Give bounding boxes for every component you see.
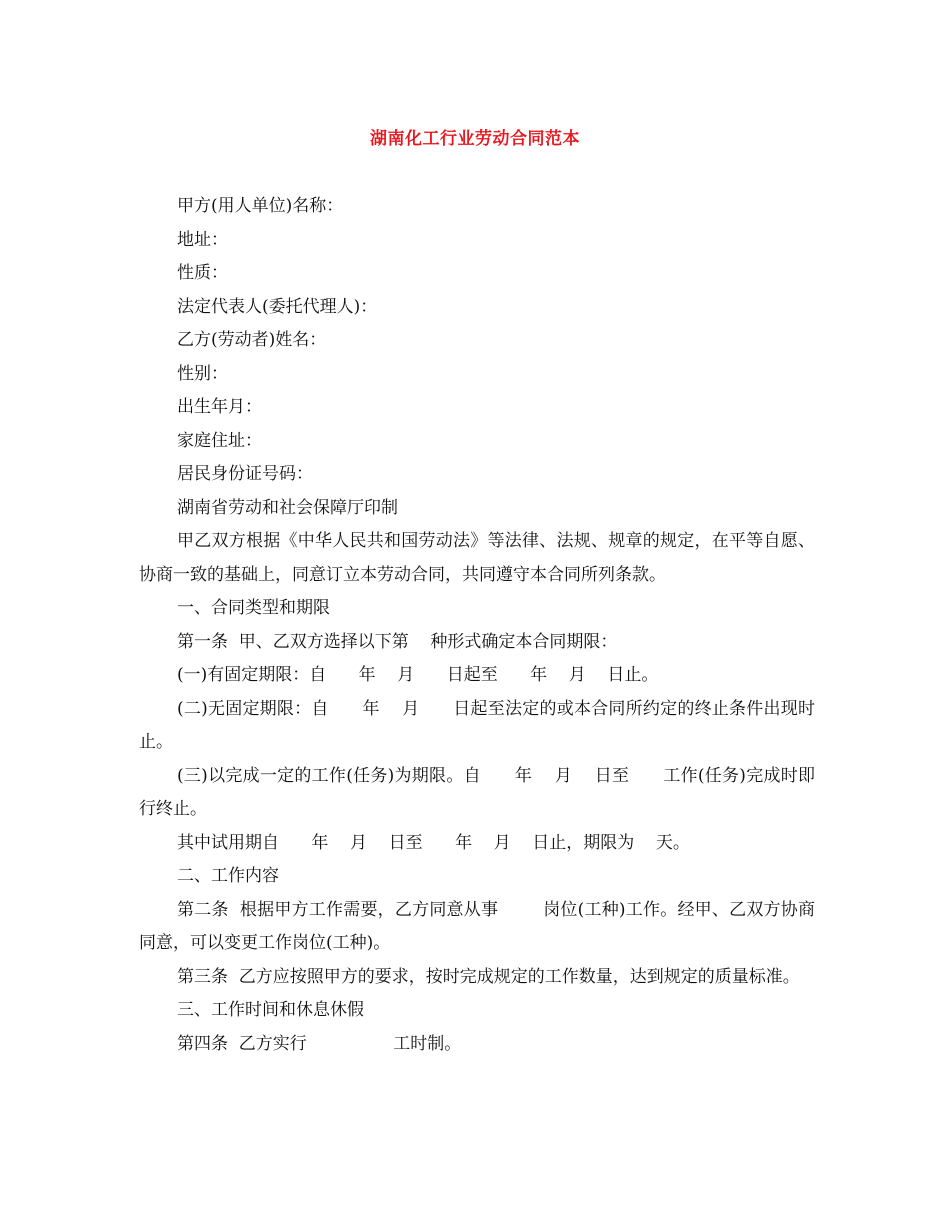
section-heading-2: 二、工作内容	[177, 866, 279, 886]
field-employee-name: 乙方(劳动者)姓名：	[177, 330, 327, 350]
field-address: 地址：	[177, 229, 228, 250]
intro-paragraph: 甲乙双方根据《中华人民共和国劳动法》等法律、法规、规章的规定，在平等自愿、协商一致的基础上，同意订立本劳动合同，共同遵守本合同所列条款。	[139, 531, 815, 585]
field-id-number: 居民身份证号码：	[177, 464, 313, 484]
document-title: 湖南化工行业劳动合同范本	[370, 129, 580, 149]
field-employer-name: 甲方(用人单位)名称：	[177, 196, 344, 216]
article-2: 第二条 根据甲方工作需要，乙方同意从事 岗位(工种)工作。经甲、乙双方协商同意，可以变更工作岗位(工种)。	[139, 899, 815, 953]
field-home-address: 家庭住址：	[177, 430, 262, 451]
field-legal-representative: 法定代表人(委托代理人)：	[177, 296, 378, 317]
section-heading-1: 一、合同类型和期限	[177, 598, 330, 618]
article-1: 第一条 甲、乙双方选择以下第 种形式确定本合同期限：	[177, 631, 618, 652]
printer-note: 湖南省劳动和社会保障厅印制	[177, 497, 398, 518]
article-1-option-a: (一)有固定期限：自 年 月 日起至 年 月 日止。	[177, 665, 659, 685]
article-3: 第三条 乙方应按照甲方的要求，按时完成规定的工作数量，达到规定的质量标准。	[177, 966, 800, 987]
probation-clause: 其中试用期自 年 月 日至 年 月 日止，期限为 天。	[177, 832, 690, 853]
section-heading-3: 三、工作时间和休息休假	[177, 1000, 364, 1020]
document-body	[139, 190, 815, 1061]
field-gender: 性别：	[177, 363, 228, 384]
field-birth-date: 出生年月：	[177, 397, 262, 417]
article-1-option-b: (二)无固定期限：自 年 月 日起至法定的或本合同所约定的终止条件出现时止。	[139, 698, 815, 752]
article-4: 第四条 乙方实行 工时制。	[177, 1033, 462, 1054]
field-nature: 性质：	[177, 263, 228, 283]
article-1-option-c: (三)以完成一定的工作(任务)为期限。自 年 月 日至 工作(任务)完成时即行终止。	[139, 765, 815, 819]
